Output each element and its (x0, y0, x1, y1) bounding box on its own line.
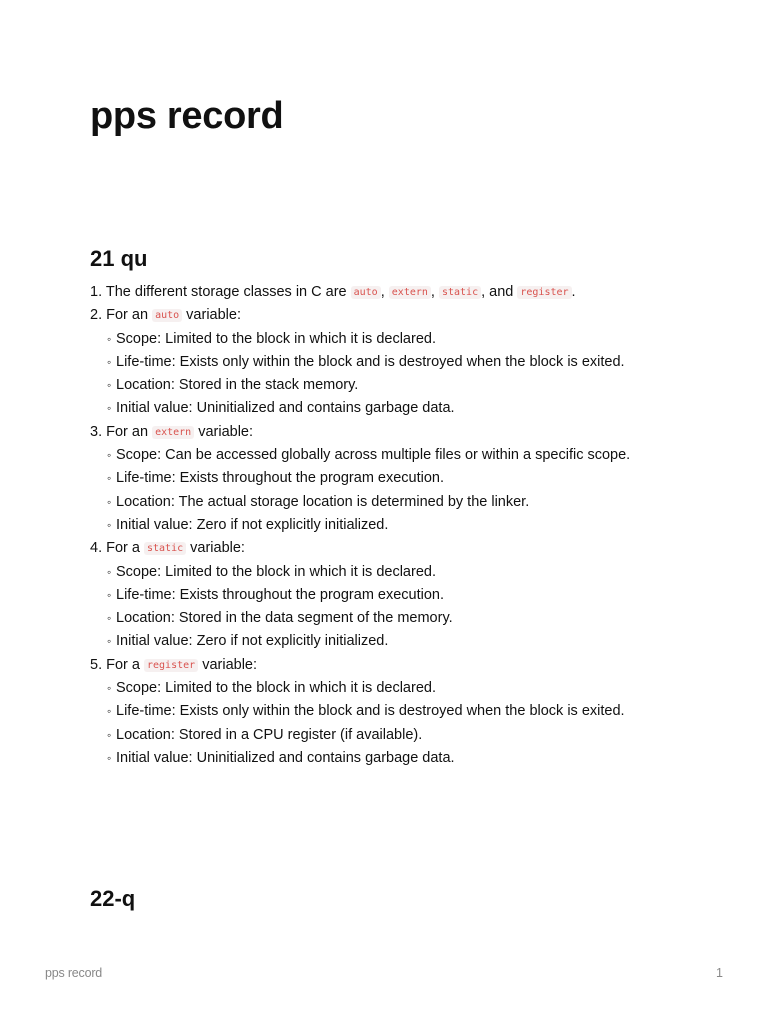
sub-list-text: Initial value: Uninitialized and contains garbage data. (116, 400, 455, 417)
sub-list-item (90, 607, 730, 630)
list-text: variable: (186, 540, 245, 557)
sub-list-text: Initial value: Zero if not explicitly initialized. (116, 633, 389, 650)
sub-list-item (90, 561, 730, 584)
list-item (90, 421, 730, 444)
section-heading-22-q: 22-q (90, 886, 136, 911)
inline-code: register (517, 286, 571, 299)
storage-classes-list (90, 281, 730, 770)
sub-list-text: Location: The actual storage location is determined by the linker. (116, 493, 530, 510)
list-item (90, 537, 730, 560)
sub-bullet-icon: ◦ (107, 401, 112, 416)
sub-list-item (90, 397, 730, 420)
sub-bullet-icon: ◦ (107, 471, 112, 486)
sub-bullet-icon: ◦ (107, 517, 112, 532)
sub-list-item (90, 491, 730, 514)
sub-list-text: Scope: Can be accessed globally across multiple files or within a specific scope. (116, 447, 631, 464)
sub-bullet-icon: ◦ (107, 587, 112, 602)
page-title: pps record (90, 95, 284, 137)
list-text: variable: (194, 423, 254, 440)
sub-bullet-icon: ◦ (107, 378, 112, 393)
list-text: The different storage classes in C are (105, 284, 351, 300)
sub-bullet-icon: ◦ (107, 331, 112, 346)
sub-bullet-icon: ◦ (107, 611, 112, 626)
sub-list-item (90, 351, 730, 374)
list-item (90, 654, 730, 677)
list-item (90, 281, 730, 304)
inline-code: extern (389, 286, 431, 299)
sub-list-text: Life-time: Exists only within the block and is destroyed when the block is exited. (116, 353, 625, 370)
list-text: variable: (182, 307, 241, 324)
inline-code: static (144, 542, 186, 555)
list-text: variable: (198, 656, 258, 673)
sub-list-text: Scope: Limited to the block in which it is declared. (116, 680, 436, 697)
list-number: 4. (90, 540, 103, 557)
sub-list-item (90, 677, 730, 700)
sub-list-item (90, 374, 730, 397)
sub-list-item (90, 747, 730, 770)
sub-list-text: Scope: Limited to the block in which it is declared. (116, 330, 436, 347)
sub-bullet-icon: ◦ (107, 564, 112, 579)
list-number: 5. (90, 656, 103, 673)
list-text: For an (106, 307, 153, 324)
sub-list-text: Life-time: Exists throughout the program execution. (116, 586, 445, 603)
sub-list-item (90, 328, 730, 351)
list-text: For a (106, 656, 144, 673)
sub-list-item (90, 514, 730, 537)
sub-list-text: Life-time: Exists only within the block and is destroyed when the block is exited. (116, 703, 625, 720)
list-text: . (571, 284, 576, 300)
sub-list-text: Scope: Limited to the block in which it is declared. (116, 563, 436, 580)
sub-bullet-icon: ◦ (107, 750, 112, 765)
sub-bullet-icon: ◦ (107, 448, 112, 463)
list-text: For a (106, 540, 144, 557)
sub-list-item (90, 467, 730, 490)
sub-list-text: Location: Stored in a CPU register (if available). (116, 726, 423, 743)
list-text: , (380, 284, 389, 300)
sub-list-text: Life-time: Exists throughout the program execution. (116, 470, 445, 487)
footer-page-number: 1 (716, 966, 723, 980)
sub-bullet-icon: ◦ (107, 634, 112, 649)
sub-list-item (90, 700, 730, 723)
section-heading-21-qu: 21 qu (90, 246, 148, 271)
list-text: , (430, 284, 439, 300)
sub-list-text: Location: Stored in the stack memory. (116, 377, 359, 394)
inline-code: register (144, 659, 198, 672)
sub-list-item (90, 444, 730, 467)
sub-list-item (90, 630, 730, 653)
sub-bullet-icon: ◦ (107, 354, 112, 369)
list-number: 3. (90, 423, 103, 440)
sub-list-text: Initial value: Zero if not explicitly initialized. (116, 516, 389, 533)
sub-list-item (90, 584, 730, 607)
sub-list-text: Location: Stored in the data segment of the memory. (116, 610, 453, 627)
sub-list-item (90, 724, 730, 747)
sub-list-text: Initial value: Uninitialized and contains garbage data. (116, 749, 455, 766)
sub-bullet-icon: ◦ (107, 727, 112, 742)
list-item (90, 304, 730, 327)
sub-bullet-icon: ◦ (107, 681, 112, 696)
sub-bullet-icon: ◦ (107, 704, 112, 719)
footer-document-title: pps record (45, 966, 103, 980)
inline-code: extern (152, 426, 194, 439)
list-text: , and (481, 284, 518, 300)
inline-code: auto (152, 309, 182, 322)
inline-code: auto (351, 286, 381, 299)
inline-code: static (439, 286, 481, 299)
list-number: 1. (90, 284, 103, 300)
list-text: For an (106, 423, 153, 440)
sub-bullet-icon: ◦ (107, 494, 112, 509)
list-number: 2. (90, 307, 103, 324)
